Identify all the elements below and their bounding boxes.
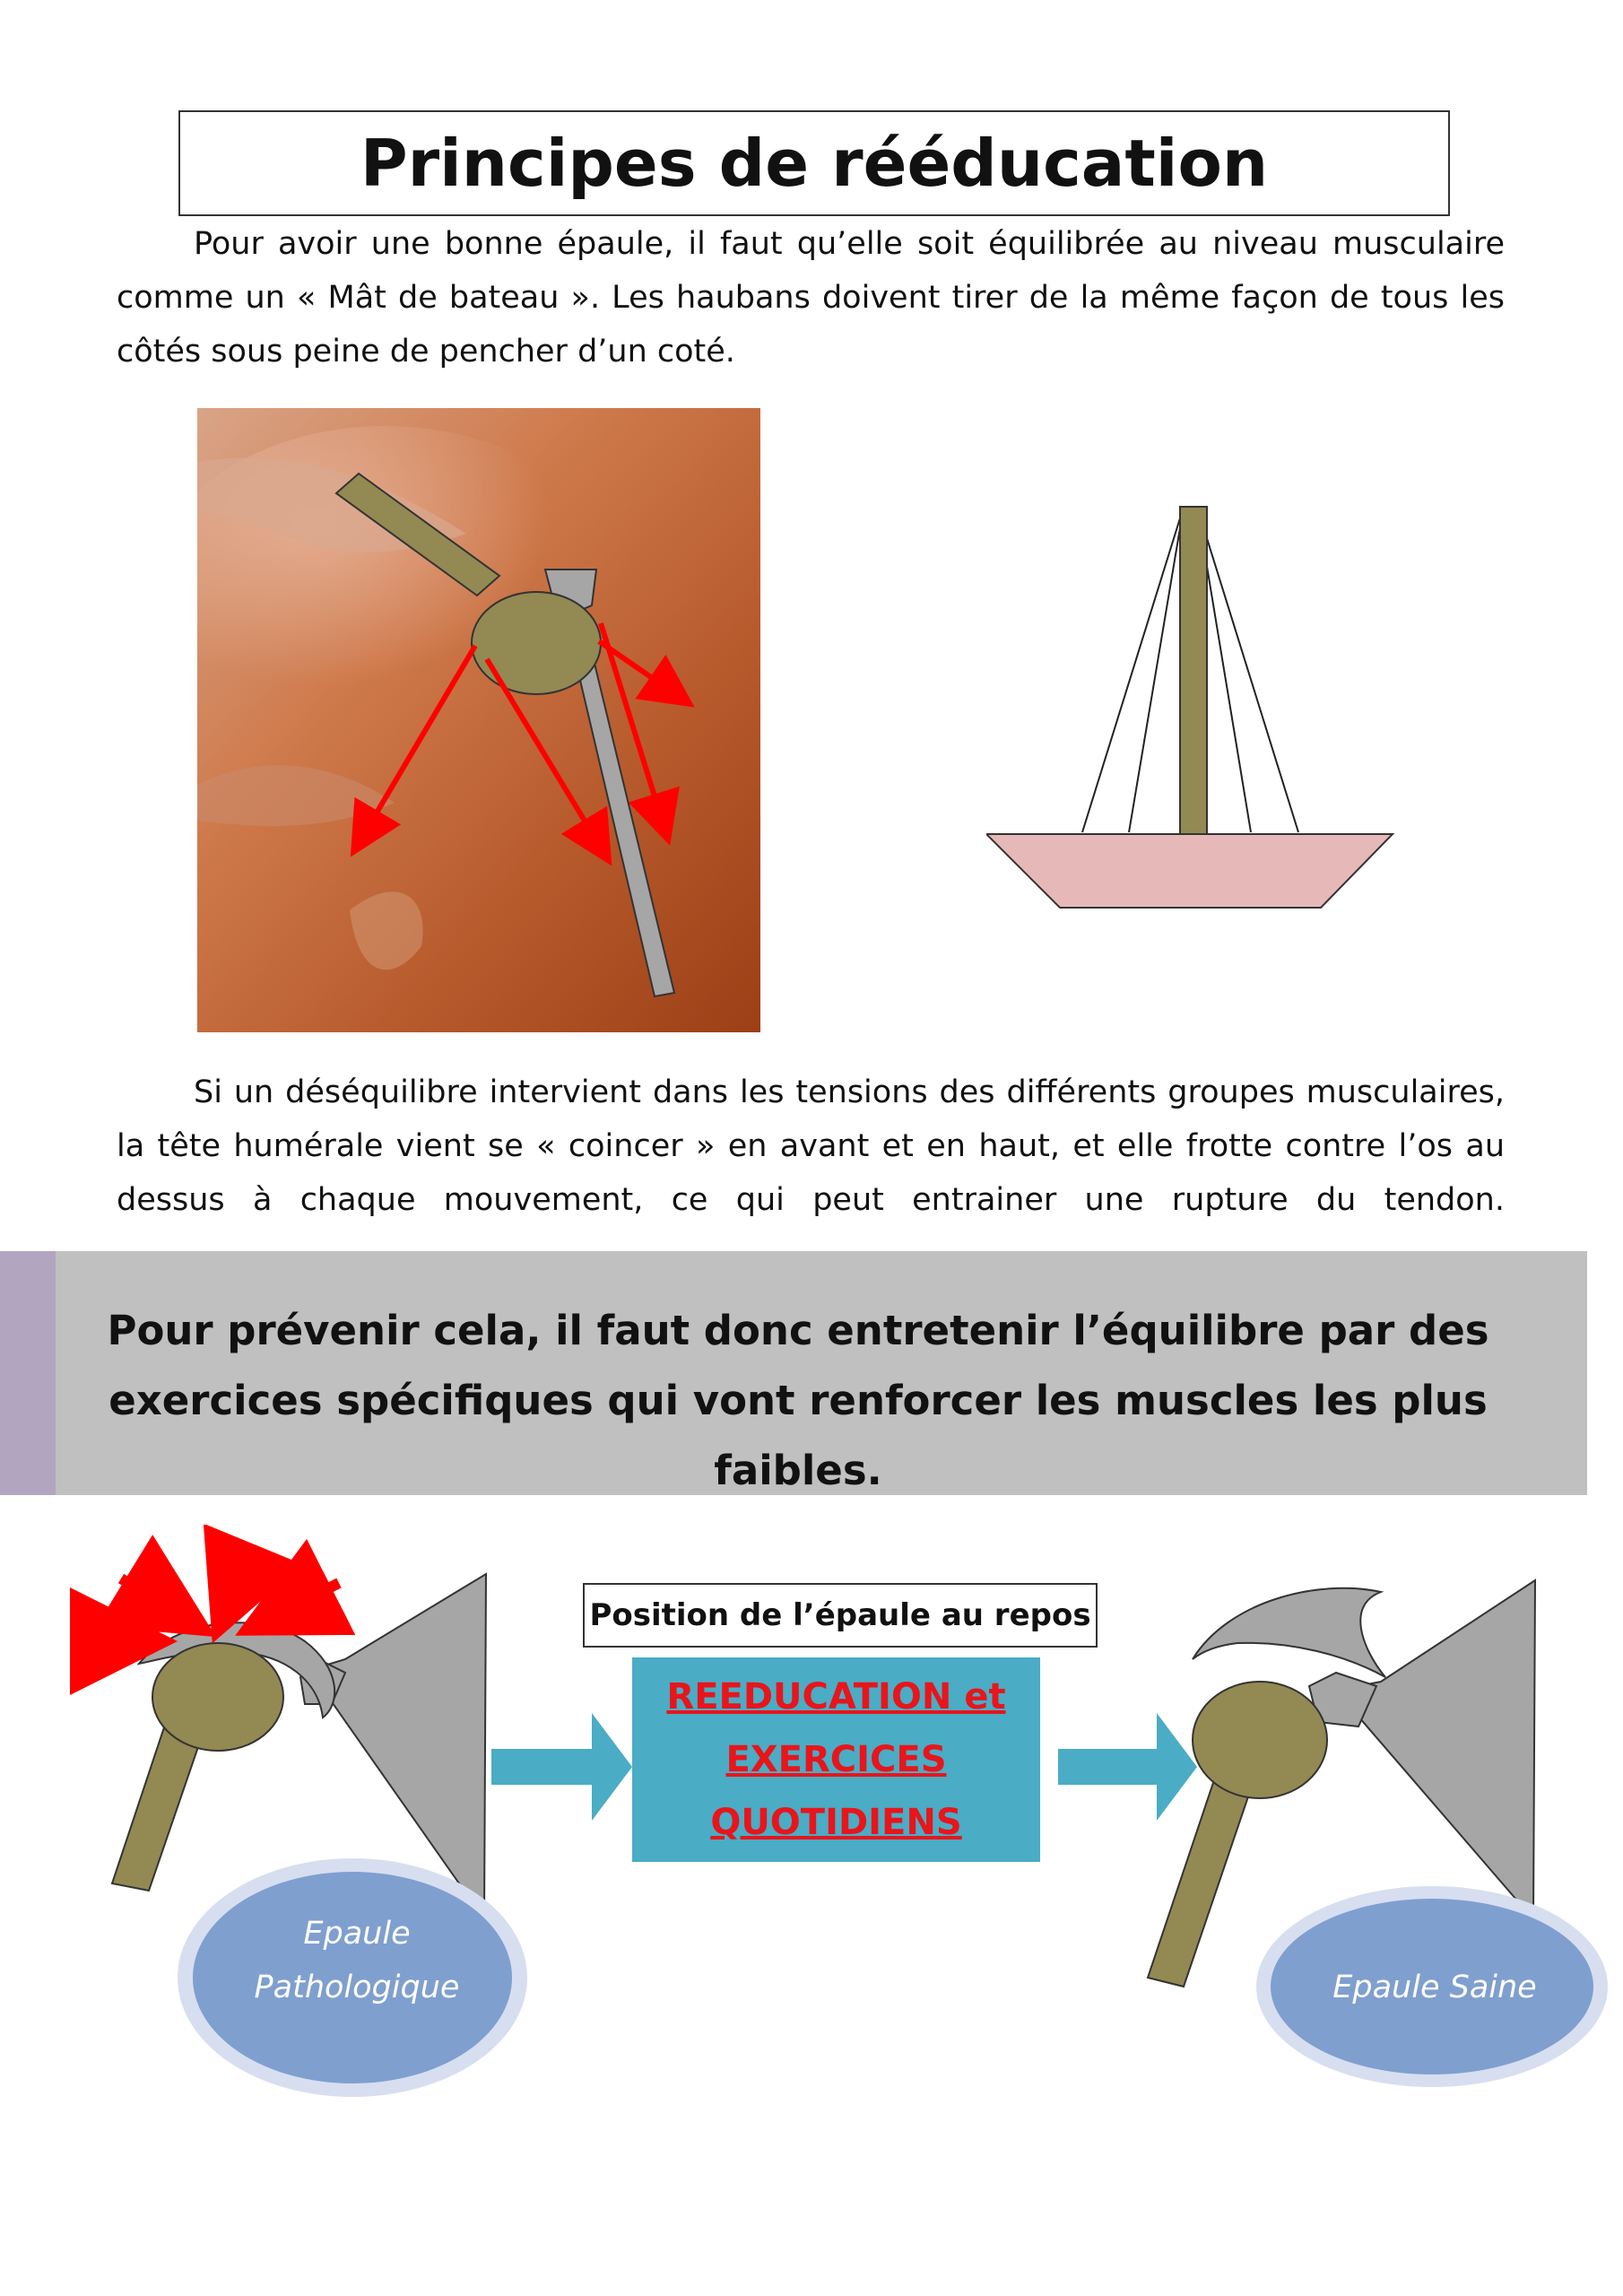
title-box [178, 110, 1450, 216]
page-title: Principes de rééducation [360, 126, 1269, 201]
banner-text [90, 1296, 1506, 1506]
banner-line-1: Pour prévenir cela, il faut donc entretenir l’équilibre par des [107, 1307, 1489, 1354]
rehab-line-3: QUOTIDIENS [710, 1802, 962, 1843]
rehab-line-2: EXERCICES [725, 1739, 947, 1780]
highlight-banner [0, 1251, 1587, 1495]
rehab-exercise-box [632, 1657, 1040, 1862]
boat-mast-diagram [986, 498, 1408, 919]
arrow-to-rehab [491, 1713, 632, 1821]
pathological-label-line-1: Epaule [303, 1916, 411, 1952]
pathological-shoulder [70, 1553, 527, 2097]
pathological-label-line-2: Pathologique [254, 1970, 460, 2005]
rehab-line-1: REEDUCATION et [666, 1676, 1006, 1718]
intro-paragraph: Pour avoir une bonne épaule, il faut qu’elle soit équilibrée au niveau musculaire comme un « Mât de bateau ». Les haubans doivent tirer de la même façon de tous les côtés sous peine de pencher d’un coté. [117, 226, 1505, 370]
banner-accent-bar [0, 1251, 56, 1495]
arrow-to-healthy [1058, 1713, 1197, 1821]
rest-position-label: Position de l’épaule au repos [583, 1583, 1098, 1648]
shoulder-photo-illustration [197, 408, 760, 1032]
banner-line-2: exercices spécifiques qui vont renforcer les muscles les plus faibles. [108, 1377, 1488, 1494]
healthy-shoulder-label: Epaule Saine [1332, 1970, 1537, 2005]
second-paragraph: Si un déséquilibre intervient dans les tensions des différents groupes musculaires, la tête humérale vient se « coincer » en avant et en haut, et elle frotte contre l’os au dessus à chaque mouvement, ce qui peut entrainer une rupture du tendon. [117, 1074, 1505, 1218]
pathological-shoulder-label [213, 1907, 500, 2014]
